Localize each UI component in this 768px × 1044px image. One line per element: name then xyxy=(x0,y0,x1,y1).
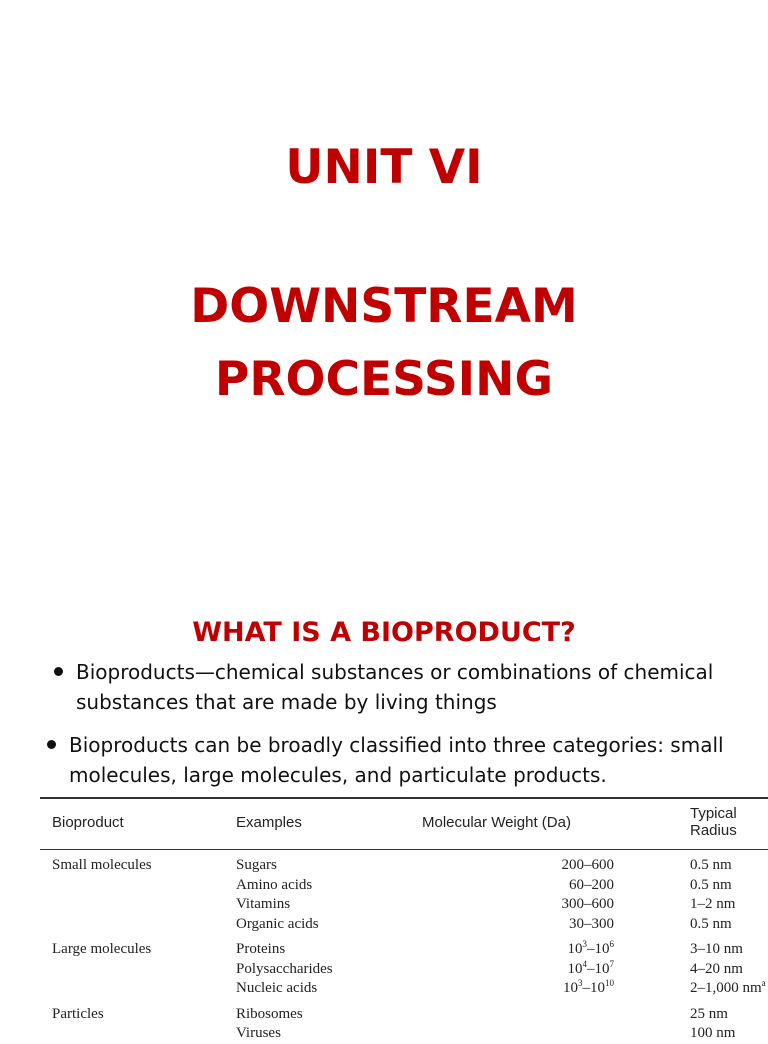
cell-radius: 0.5 nm xyxy=(690,876,732,893)
table-row xyxy=(40,876,768,896)
main-title-line2: PROCESSING xyxy=(214,352,554,407)
cell-category: Particles xyxy=(52,1005,104,1022)
section-heading: WHAT IS A BIOPRODUCT? xyxy=(192,617,576,648)
table-header-row xyxy=(40,798,768,850)
cell-radius: 100 nm xyxy=(690,1025,736,1041)
cell-mw: $10^3-10^{10}$ xyxy=(563,978,614,996)
cell-example: Polysaccharides xyxy=(236,960,333,977)
cell-example: Amino acids xyxy=(236,876,313,893)
cell-mw: 30–300 xyxy=(569,915,614,932)
cell-example: Nucleic acids xyxy=(236,980,318,996)
cell-mw: $10^3-10^6$ xyxy=(567,939,614,957)
bioproduct-table xyxy=(40,797,768,1044)
cell-mw xyxy=(406,999,680,1025)
bullet-definition xyxy=(76,657,736,717)
bullet-text: Bioproducts can be broadly classified into three categories: small molecules, large molecules, and particulate products. xyxy=(69,733,724,787)
cell-mw: 60–200 xyxy=(569,876,614,893)
bullet-dot-icon xyxy=(47,740,56,749)
cell-example: Proteins xyxy=(236,941,286,957)
main-title-line1: DOWNSTREAM xyxy=(190,279,578,334)
cell-category xyxy=(40,979,236,999)
cell-mw: 200–600 xyxy=(561,857,614,873)
cell-mw: $10^4-10^7$ xyxy=(567,958,614,977)
cell-category xyxy=(40,960,236,980)
table-row xyxy=(40,960,768,980)
header-molecular-weight: Molecular Weight (Da) xyxy=(406,798,680,850)
cell-category xyxy=(40,895,236,915)
cell-category: Small molecules xyxy=(52,857,152,873)
cell-category xyxy=(40,876,236,896)
table-row xyxy=(40,979,768,999)
cell-radius: 0.5 nm xyxy=(690,857,732,873)
cell-example: Viruses xyxy=(236,1025,281,1041)
bullet-categories xyxy=(69,730,759,790)
header-bioproduct: Bioproduct xyxy=(40,798,236,850)
header-examples: Examples xyxy=(236,798,406,850)
table-row xyxy=(40,915,768,935)
cell-category: Large molecules xyxy=(52,941,152,957)
cell-mw xyxy=(406,1024,680,1044)
cell-radius: 3–10 nm xyxy=(690,941,743,957)
bullet-dot-icon xyxy=(54,667,63,676)
cell-example: Organic acids xyxy=(236,915,319,932)
cell-example: Sugars xyxy=(236,857,277,873)
cell-radius: 1–2 nm xyxy=(690,896,736,912)
cell-radius: 2–1,000 $nm^a$ xyxy=(690,978,766,996)
table-row xyxy=(40,1024,768,1044)
bullet-text: Bioproducts—chemical substances or combinations of chemical substances that are made by living things xyxy=(76,660,714,714)
cell-example: Vitamins xyxy=(236,896,291,912)
table-row xyxy=(40,934,768,960)
cell-radius: 0.5 nm xyxy=(690,915,732,932)
table-row xyxy=(40,999,768,1025)
main-title xyxy=(0,270,768,416)
header-typical-radius: Typical Radius xyxy=(680,798,768,850)
cell-radius: 4–20 nm xyxy=(690,960,743,977)
unit-title: UNIT VI xyxy=(285,140,483,195)
cell-radius: 25 nm xyxy=(690,1005,728,1022)
cell-mw: 300–600 xyxy=(561,896,614,912)
cell-example: Ribosomes xyxy=(236,1005,303,1022)
table-row xyxy=(40,850,768,876)
cell-category xyxy=(40,1024,236,1044)
table-row xyxy=(40,895,768,915)
cell-category xyxy=(40,915,236,935)
